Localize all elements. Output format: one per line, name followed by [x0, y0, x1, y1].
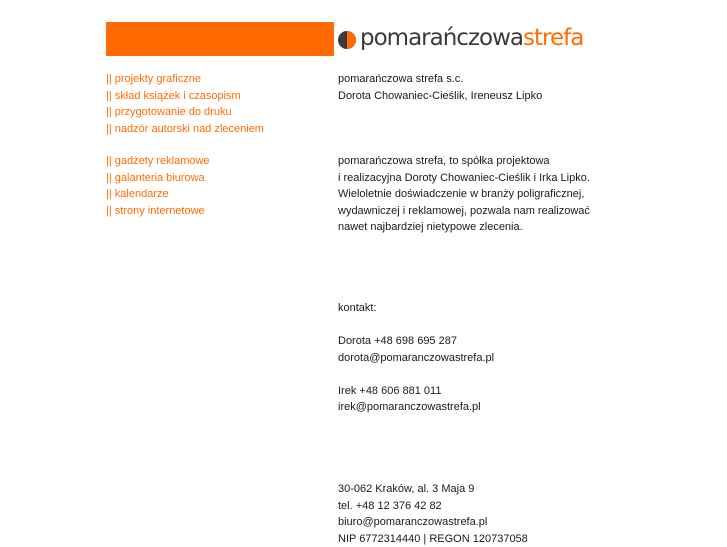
menu-item-kalendarze[interactable]	[106, 186, 336, 203]
logo-text-part1: pomarańczowa	[360, 25, 523, 51]
contact-irek-email[interactable]: irek@pomaranczowastrefa.pl	[338, 399, 718, 416]
menu-separator: ||	[106, 106, 112, 118]
contact-dorota-phone: Dorota +48 698 695 287	[338, 333, 718, 350]
contact-section	[338, 300, 718, 416]
services-menu	[106, 71, 336, 219]
contact-dorota-email[interactable]: dorota@pomaranczowastrefa.pl	[338, 350, 718, 367]
address-company-ids: NIP 6772314440 | REGON 120737058	[338, 531, 718, 547]
menu-separator: ||	[106, 155, 112, 167]
about-text	[338, 153, 718, 236]
company-owners: Dorota Chowaniec-Cieślik, Ireneusz Lipko	[338, 88, 718, 105]
contact-label: kontakt:	[338, 300, 718, 317]
menu-item-strony-internetowe[interactable]	[106, 203, 336, 220]
menu-separator: ||	[106, 90, 112, 102]
menu-link[interactable]: przygotowanie do druku	[115, 106, 232, 118]
logo-text-part2: strefa	[523, 25, 583, 51]
address-email[interactable]: biuro@pomaranczowastrefa.pl	[338, 514, 718, 531]
address-section	[338, 481, 718, 547]
spacer	[338, 366, 718, 383]
about-line: pomarańczowa strefa, to spółka projektowa	[338, 153, 718, 170]
menu-link[interactable]: skład książek i czasopism	[115, 90, 241, 102]
menu-link[interactable]: galanteria biurowa	[115, 172, 205, 184]
address-tel: tel. +48 12 376 42 82	[338, 498, 718, 515]
menu-group-products	[106, 153, 336, 219]
menu-link[interactable]: kalendarze	[115, 188, 169, 200]
menu-separator: ||	[106, 188, 112, 200]
menu-item-gadzety-reklamowe[interactable]	[106, 153, 336, 170]
menu-link[interactable]: nadzór autorski nad zleceniem	[115, 123, 264, 135]
menu-item-nadzor-autorski[interactable]	[106, 121, 336, 138]
company-name: pomarańczowa strefa s.c.	[338, 71, 718, 88]
menu-item-projekty-graficzne[interactable]	[106, 71, 336, 88]
header-orange-bar	[106, 22, 334, 56]
address-street: 30-062 Kraków, al. 3 Maja 9	[338, 481, 718, 498]
about-line: Wieloletnie doświadczenie w branży poligraficznej,	[338, 186, 718, 203]
logo-text	[360, 27, 583, 50]
spacer	[338, 317, 718, 334]
menu-link[interactable]: gadżety reklamowe	[115, 155, 210, 167]
logo[interactable]	[337, 20, 583, 56]
company-header	[338, 71, 718, 104]
menu-item-galanteria-biurowa[interactable]	[106, 170, 336, 187]
about-line: wydawniczej i reklamowej, pozwala nam realizować	[338, 203, 718, 220]
menu-separator: ||	[106, 205, 112, 217]
contact-irek-phone: Irek +48 606 881 011	[338, 383, 718, 400]
menu-link[interactable]: projekty graficzne	[115, 73, 201, 85]
about-line: nawet najbardziej nietypowe zlecenia.	[338, 219, 718, 236]
menu-separator: ||	[106, 123, 112, 135]
about-line: i realizacyjna Doroty Chowaniec-Cieślik i Irka Lipko.	[338, 170, 718, 187]
menu-item-sklad-ksiazek[interactable]	[106, 88, 336, 105]
menu-item-przygotowanie-do-druku[interactable]	[106, 104, 336, 121]
menu-separator: ||	[106, 73, 112, 85]
logo-mark-icon	[337, 30, 357, 50]
menu-separator: ||	[106, 172, 112, 184]
menu-group-print	[106, 71, 336, 137]
menu-link[interactable]: strony internetowe	[115, 205, 205, 217]
